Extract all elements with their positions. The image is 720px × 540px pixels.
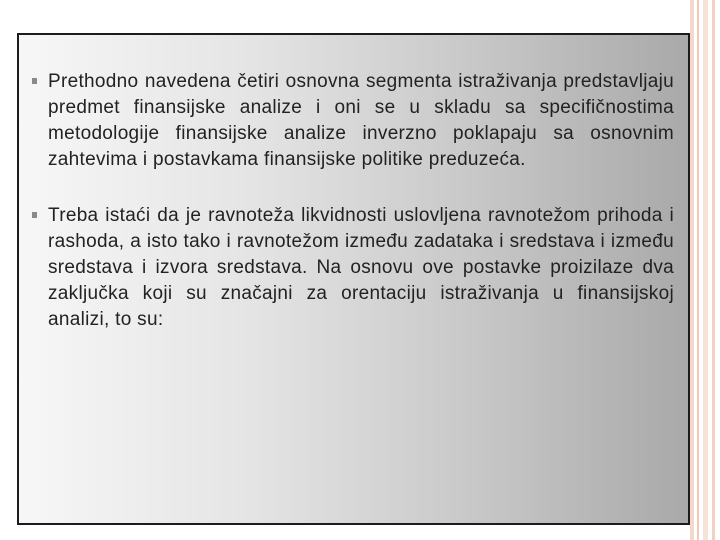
decorative-stripe xyxy=(712,0,715,540)
square-bullet-icon xyxy=(32,78,37,84)
bullet-text: Treba istaći da je ravnoteža likvidnosti uslovljena ravnotežom prihoda i rashoda, a isto tako i ravnotežom između zadataka i sredstava i između sredstava i izvora sredstava. Na osnovu ove postavke proizilaze dva zaključka koji su značajni za orentaciju istraživanja u finansijskoj analizi, to su: xyxy=(48,205,674,330)
decorative-stripe xyxy=(690,0,694,540)
bullet-text: Prethodno navedena četiri osnovna segmenta istraživanja predstavljaju predmet finansijske analize i oni se u skladu sa specifičnostima metodologije finansijske analize inverzno poklapaju sa osnovnim zahtevima i postavkama finansijske politike preduzeća. xyxy=(48,71,674,170)
list-item xyxy=(19,69,674,173)
decorative-stripe xyxy=(697,0,699,540)
decorative-stripe xyxy=(703,0,708,540)
list-item xyxy=(19,203,674,333)
square-bullet-icon xyxy=(32,212,37,218)
bullet-list xyxy=(19,69,674,363)
content-box xyxy=(17,33,690,525)
